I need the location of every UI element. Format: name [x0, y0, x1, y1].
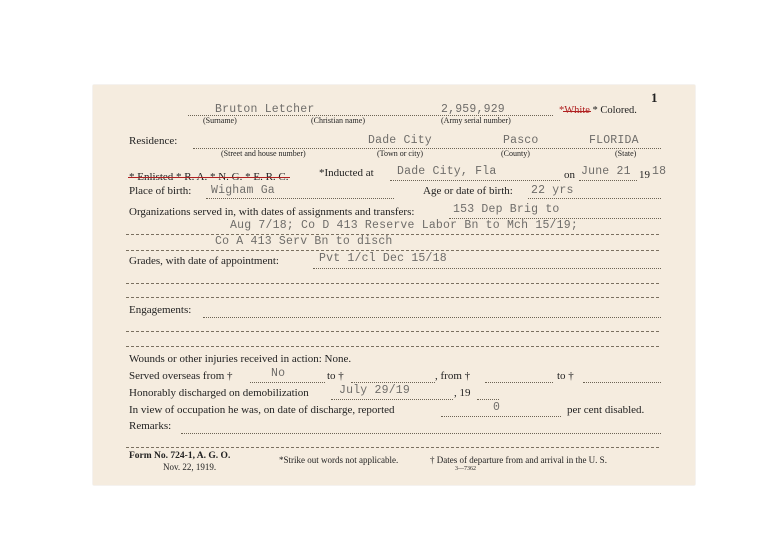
service-card — [93, 85, 695, 485]
grades-rule-3 — [126, 297, 659, 298]
overseas-label: Served overseas from † — [129, 370, 233, 382]
white-label: White — [564, 105, 590, 116]
overseas-from-value: No — [271, 367, 286, 380]
colored-label: * Colored. — [592, 105, 637, 116]
card-number: 1 — [651, 90, 658, 105]
organizations-rule-3 — [126, 250, 659, 251]
birth-place: Wigham Ga — [211, 184, 275, 197]
caption-street: (Street and house number) — [221, 149, 306, 158]
grades-label: Grades, with date of appointment: — [129, 255, 279, 267]
caption-county: (County) — [501, 149, 530, 158]
white-star: * — [559, 105, 565, 116]
organizations-value-1: 153 Dep Brig to — [453, 203, 560, 216]
race-field — [559, 105, 637, 116]
organizations-value-3: Co A 413 Serv Bn to disch — [215, 235, 393, 248]
residence-county: Pasco — [503, 134, 539, 147]
enlisted-struck-text: * Enlisted * R. A. * N. G. * E. R. C. — [129, 171, 289, 183]
overseas-from2-label: , from † — [435, 370, 471, 382]
caption-town: (Town or city) — [377, 149, 424, 158]
overseas-from-line — [250, 382, 325, 383]
discharge-line — [331, 399, 453, 400]
caption-serial: (Army serial number) — [441, 116, 511, 125]
organizations-value-2: Aug 7/18; Co D 413 Reserve Labor Bn to Mch 15/19; — [230, 219, 578, 232]
residence-label: Residence: — [129, 135, 178, 147]
disability-line — [441, 416, 561, 417]
overseas-to-label: to † — [327, 370, 344, 382]
on-label: on — [564, 169, 575, 181]
age-line — [528, 198, 661, 199]
residence-state: FLORIDA — [589, 134, 639, 147]
grades-line — [313, 268, 661, 269]
overseas-to-line — [351, 382, 435, 383]
overseas-to2-line — [583, 382, 661, 383]
engagements-rule-2 — [126, 331, 659, 332]
disability-suffix: per cent disabled. — [567, 404, 645, 416]
discharge-date: July 29/19 — [339, 384, 411, 397]
residence-town: Dade City — [368, 134, 432, 147]
birth-place-label: Place of birth: — [129, 185, 192, 197]
strike-note: *Strike out words not applicable. — [279, 455, 399, 465]
print-code: 3—7362 — [455, 466, 476, 472]
dates-note: † Dates of departure from and arrival in the U. S. — [430, 455, 607, 465]
overseas-to2-label: to † — [557, 370, 574, 382]
induction-year: 18 — [652, 165, 667, 178]
overseas-from2-line — [485, 382, 553, 383]
age-value: 22 yrs — [531, 184, 574, 197]
discharge-year-line — [477, 399, 499, 400]
birth-place-line — [206, 198, 394, 199]
age-label: Age or date of birth: — [423, 185, 513, 197]
discharge-label: Honorably discharged on demobilization — [129, 387, 309, 399]
remarks-rule-2 — [126, 447, 659, 448]
induction-place-line — [390, 180, 560, 181]
induction-date: June 21 — [581, 165, 631, 178]
remarks-label: Remarks: — [129, 420, 172, 432]
organizations-label: Organizations served in, with dates of assignments and transfers: — [129, 206, 415, 218]
disability-value: 0 — [493, 401, 501, 414]
form-number: Form No. 724-1, A. G. O. — [129, 451, 231, 461]
discharge-year: , 19 — [454, 387, 471, 399]
surname-value: Bruton Letcher — [215, 103, 315, 116]
serial-value: 2,959,929 — [441, 103, 505, 116]
grades-rule-2 — [126, 283, 659, 284]
wounds-label: Wounds or other injuries received in action: None. — [129, 353, 352, 365]
disability-label: In view of occupation he was, on date of discharge, reported — [129, 404, 395, 416]
grades-value: Pvt 1/cl Dec 15/18 — [319, 252, 447, 265]
engagements-rule-3 — [126, 346, 659, 347]
remarks-line — [181, 433, 661, 434]
caption-state: (State) — [615, 149, 637, 158]
inducted-label: *Inducted at — [319, 167, 374, 179]
engagements-label: Engagements: — [129, 304, 192, 316]
induction-place: Dade City, Fla — [397, 165, 497, 178]
engagements-line — [203, 317, 661, 318]
caption-christian: (Christian name) — [311, 116, 365, 125]
caption-surname: (Surname) — [203, 116, 237, 125]
induction-date-line — [579, 180, 637, 181]
induction-year-prefix: 19 — [639, 169, 650, 181]
form-date: Nov. 22, 1919. — [163, 462, 217, 472]
